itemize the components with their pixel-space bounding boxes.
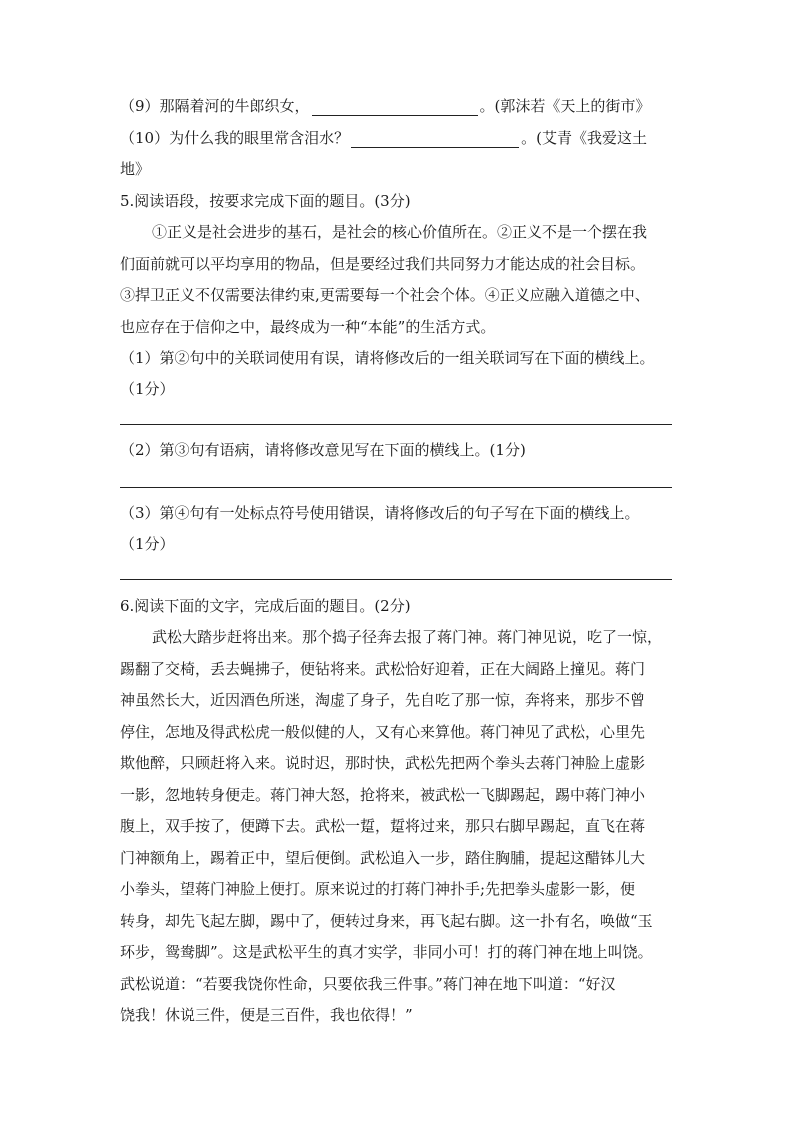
q5-sub3-score: （1分） bbox=[120, 535, 175, 553]
q5-sub1-score: （1分） bbox=[120, 380, 175, 398]
item-9-prefix: （9）那隔着河的牛郎织女， bbox=[120, 97, 310, 115]
q5-sub1-prompt: （1）第②句中的关联词使用有误，请将修改后的一组关联词写在下面的横线上。 bbox=[120, 349, 655, 367]
q6-passage-line: 欺他醉，只顾赶将入来。说时迟，那时快，武松先把两个拳头去蒋门神脸上虚影 bbox=[120, 754, 646, 772]
q6-passage-line: 转身，却先飞起左脚，踢中了，便转过身来，再飞起右脚。这一扑有名，唤做“玉 bbox=[120, 912, 653, 930]
item-10-suffix: 。(艾青《我爱这土 bbox=[521, 129, 647, 147]
item-9-suffix: 。(郭沫若《天上的街市》 bbox=[479, 97, 651, 115]
q6-passage-line: 武松说道：“若要我饶你性命，只要依我三件事。”蒋门神在地下叫道：“好汉 bbox=[120, 975, 616, 993]
q5-passage-line: ③捍卫正义不仅需要法律约束,更需要每一个社会个体。④正义应融入道德之中、 bbox=[120, 286, 650, 304]
question-5-heading: 5.阅读语段，按要求完成下面的题目。(3分) bbox=[120, 192, 411, 210]
question-4-item-10 bbox=[120, 128, 680, 148]
q6-passage-line: 小拳头，望蒋门神脸上便打。原来说过的打蒋门神扑手;先把拳头虚影一影，便 bbox=[120, 880, 636, 898]
question-4-item-9 bbox=[120, 96, 680, 116]
q6-passage-line: 一影，忽地转身便走。蒋门神大怒，抢将来，被武松一飞脚踢起，踢中蒋门神小 bbox=[120, 786, 646, 804]
item-10-continuation: 地》 bbox=[120, 160, 151, 178]
question-6-heading: 6.阅读下面的文字，完成后面的题目。(2分) bbox=[120, 597, 411, 615]
item-10-prefix: （10）为什么我的眼里常含泪水？ bbox=[120, 129, 350, 147]
q6-passage-line: 神虽然长大，近因酒色所迷，淘虚了身子，先自吃了那一惊，奔将来，那步不曾 bbox=[120, 691, 646, 709]
q5-sub2-answer-line[interactable] bbox=[120, 487, 672, 488]
item-10-answer-blank[interactable] bbox=[351, 131, 519, 148]
q6-passage-line: 环步，鸳鸯脚”。这是武松平生的真才实学，非同小可！打的蒋门神在地上叫饶。 bbox=[120, 943, 653, 961]
q6-passage-line: 饶我！休说三件，便是三百件，我也依得！” bbox=[120, 1006, 413, 1024]
q6-passage-line: 腹上，双手按了，便蹲下去。武松一踅，踅将过来，那只右脚早踢起，直飞在蒋 bbox=[120, 817, 646, 835]
q6-passage-line: 踢翻了交椅，丢去蝇拂子，便钻将来。武松恰好迎着，正在大阔路上撞见。蒋门 bbox=[120, 660, 646, 678]
q6-passage-line: 武松大踏步赶将出来。那个捣子径奔去报了蒋门神。蒋门神见说，吃了一惊， bbox=[152, 628, 663, 646]
item-9-answer-blank[interactable] bbox=[312, 99, 478, 116]
q6-passage-line: 停住，怎地及得武松虎一般似健的人，又有心来算他。蒋门神见了武松，心里先 bbox=[120, 723, 646, 741]
q5-passage-line: 们面前就可以平均享用的物品，但是要经过我们共同努力才能达成的社会目标。 bbox=[120, 255, 646, 273]
q5-sub1-answer-line[interactable] bbox=[120, 424, 672, 425]
q5-passage-line: ①正义是社会进步的基石，是社会的核心价值所在。②正义不是一个摆在我 bbox=[152, 223, 648, 241]
q5-passage-line: 也应存在于信仰之中，最终成为一种“本能”的生活方式。 bbox=[120, 318, 496, 336]
q5-sub3-answer-line[interactable] bbox=[120, 579, 672, 580]
q6-passage-line: 门神额角上，踢着正中，望后便倒。武松追入一步，踏住胸脯，提起这醋钵儿大 bbox=[120, 849, 646, 867]
q5-sub3-prompt: （3）第④句有一处标点符号使用错误，请将修改后的句子写在下面的横线上。 bbox=[120, 504, 640, 522]
q5-sub2-prompt: （2）第③句有语病，请将修改意见写在下面的横线上。(1分) bbox=[120, 441, 526, 459]
